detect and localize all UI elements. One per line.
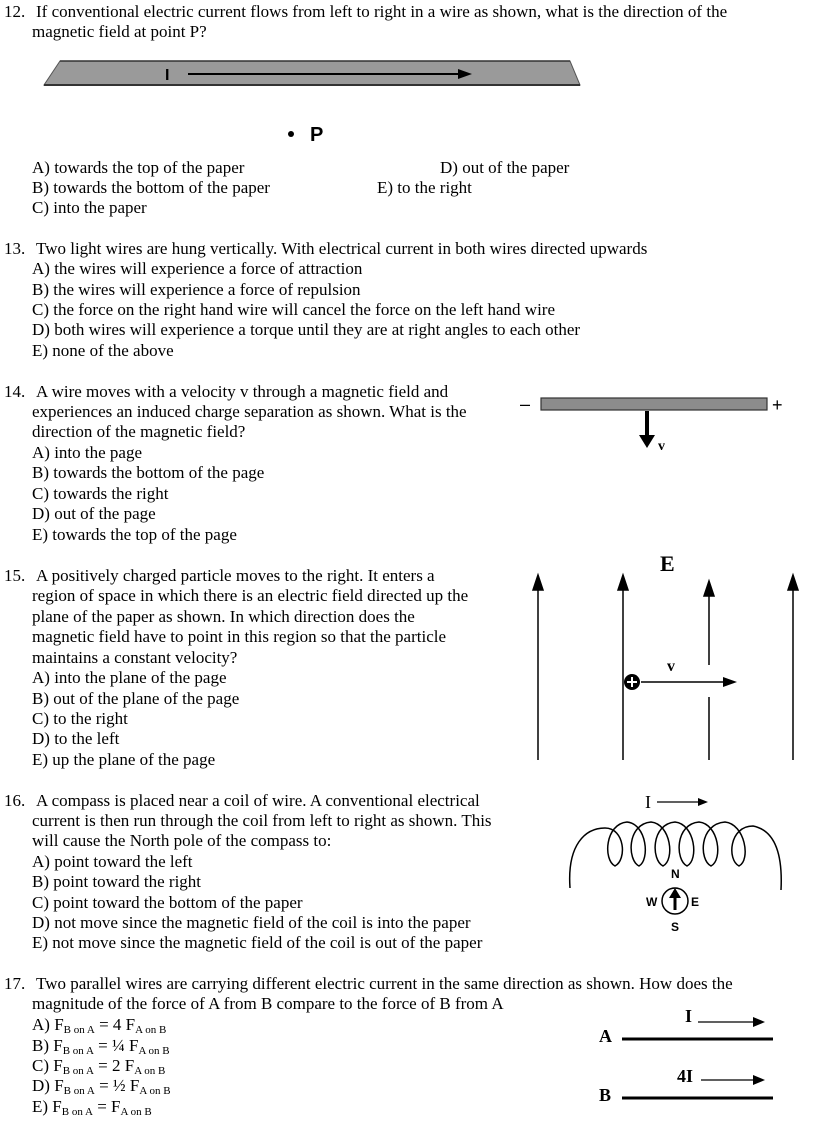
q13-number: 13.	[4, 239, 26, 258]
q15-stem-line1: A positively charged particle moves to the right. It enters a	[36, 566, 435, 585]
q16-north-label: N	[671, 867, 680, 881]
q14-stem-line2: experiences an induced charge separation as shown. What is the	[32, 402, 467, 421]
q12-option-d: D) out of the paper	[440, 158, 570, 177]
q13-option-b: B) the wires will experience a force of repulsion	[32, 280, 361, 299]
q17-stem-line1: Two parallel wires are carrying different electric current in the same direction as shown. How does the	[36, 974, 733, 993]
q14-stem-line1: A wire moves with a velocity v through a magnetic field and	[36, 382, 449, 401]
q15-stem-line3: plane of the paper as shown. In which direction does the	[32, 607, 415, 626]
q12-option-b: B) towards the bottom of the paper	[32, 178, 270, 197]
q13-stem: Two light wires are hung vertically. With electrical current in both wires directed upwards	[36, 239, 648, 258]
q17-option-c: C) $F_{B on A} = 2$ $F_{A on B}$	[32, 1056, 166, 1077]
q17-option-d: D) $F_{B on A}$ = ½ $F_{A on B}$	[32, 1076, 171, 1097]
q14-option-b: B) towards the bottom of the page	[32, 463, 265, 482]
q15-velocity-label: v	[667, 658, 675, 675]
q17-option-e: E) $F_{B on A} = F_{A on B}$	[32, 1097, 152, 1118]
q17-parallel-wires-diagram	[595, 1000, 780, 1110]
q16-option-c: C) point toward the bottom of the paper	[32, 893, 303, 912]
q16-option-a: A) point toward the left	[32, 852, 193, 871]
q15-electric-field-diagram	[525, 545, 810, 770]
q13-option-c: C) the force on the right hand wire will cancel the force on the left hand wire	[32, 300, 556, 319]
q16-stem-line3: will cause the North pole of the compass to:	[32, 831, 332, 850]
q14-velocity-label: v	[658, 439, 665, 454]
q15-stem-line2: region of space in which there is an electric field directed up the	[32, 586, 469, 605]
q17-wire-b-label: B	[599, 1085, 612, 1105]
q12-option-c: C) into the paper	[32, 198, 147, 217]
q16-option-e: E) not move since the magnetic field of the coil is out of the paper	[32, 933, 483, 952]
q16-coil-compass-diagram	[565, 790, 790, 935]
q15-option-d: D) to the left	[32, 729, 120, 748]
q12-stem-line2: magnetic field at point P?	[32, 22, 207, 41]
q16-south-label: S	[671, 920, 680, 934]
q16-option-d: D) not move since the magnetic field of the coil is into the paper	[32, 913, 471, 932]
q16-number: 16.	[4, 791, 26, 810]
q12-current-label: I	[165, 67, 170, 84]
q15-option-e: E) up the plane of the page	[32, 750, 216, 769]
q14-minus-label: –	[520, 394, 531, 414]
q12-wire-diagram	[40, 55, 585, 155]
q17-number: 17.	[4, 974, 26, 993]
q17-current-b-label: 4I	[677, 1066, 694, 1086]
q15-field-label: E	[660, 551, 675, 576]
q17-option-a: A) $F_{B on A} = 4$ $F_{A on B}$	[32, 1015, 167, 1036]
q15-stem-line4: magnetic field have to point in this region so that the particle	[32, 627, 447, 646]
q17-wire-a-label: A	[599, 1026, 612, 1046]
q17-option-b: B) $F_{B on A}$ = ¼ $F_{A on B}$	[32, 1036, 170, 1057]
q16-east-label: E	[691, 895, 700, 909]
q14-option-c: C) towards the right	[32, 484, 169, 503]
q17-stem-line2: magnitude of the force of A from B compare to the force of B from A	[32, 994, 504, 1013]
q14-stem-line3: direction of the magnetic field?	[32, 422, 246, 441]
q17-current-a-label: I	[685, 1006, 693, 1026]
q13-option-a: A) the wires will experience a force of attraction	[32, 259, 363, 278]
q12-option-e: E) to the right	[377, 178, 472, 197]
q16-current-label: I	[645, 792, 651, 812]
q14-moving-wire-diagram	[515, 390, 795, 465]
q15-option-c: C) to the right	[32, 709, 128, 728]
q15-number: 15.	[4, 566, 26, 585]
q16-option-b: B) point toward the right	[32, 872, 202, 891]
q15-option-a: A) into the plane of the page	[32, 668, 227, 687]
q12-point-label: P	[310, 124, 324, 146]
q14-option-d: D) out of the page	[32, 504, 156, 523]
q13-option-d: D) both wires will experience a torque until they are at right angles to each other	[32, 320, 581, 339]
q14-number: 14.	[4, 382, 26, 401]
q14-option-a: A) into the page	[32, 443, 142, 462]
q12-number: 12.	[4, 2, 26, 21]
q15-option-b: B) out of the plane of the page	[32, 689, 240, 708]
q13-option-e: E) none of the above	[32, 341, 174, 360]
q12-stem-line1: If conventional electric current flows from left to right in a wire as shown, what is the direction of the	[36, 2, 728, 21]
q14-option-e: E) towards the top of the page	[32, 525, 237, 544]
q14-plus-label: +	[772, 395, 783, 415]
q16-stem-line1: A compass is placed near a coil of wire. A conventional electrical	[36, 791, 480, 810]
q16-west-label: W	[646, 895, 658, 909]
q15-stem-line5: maintains a constant velocity?	[32, 648, 238, 667]
q16-stem-line2: current is then run through the coil from left to right as shown. This	[32, 811, 492, 830]
q12-option-a: A) towards the top of the paper	[32, 158, 245, 177]
